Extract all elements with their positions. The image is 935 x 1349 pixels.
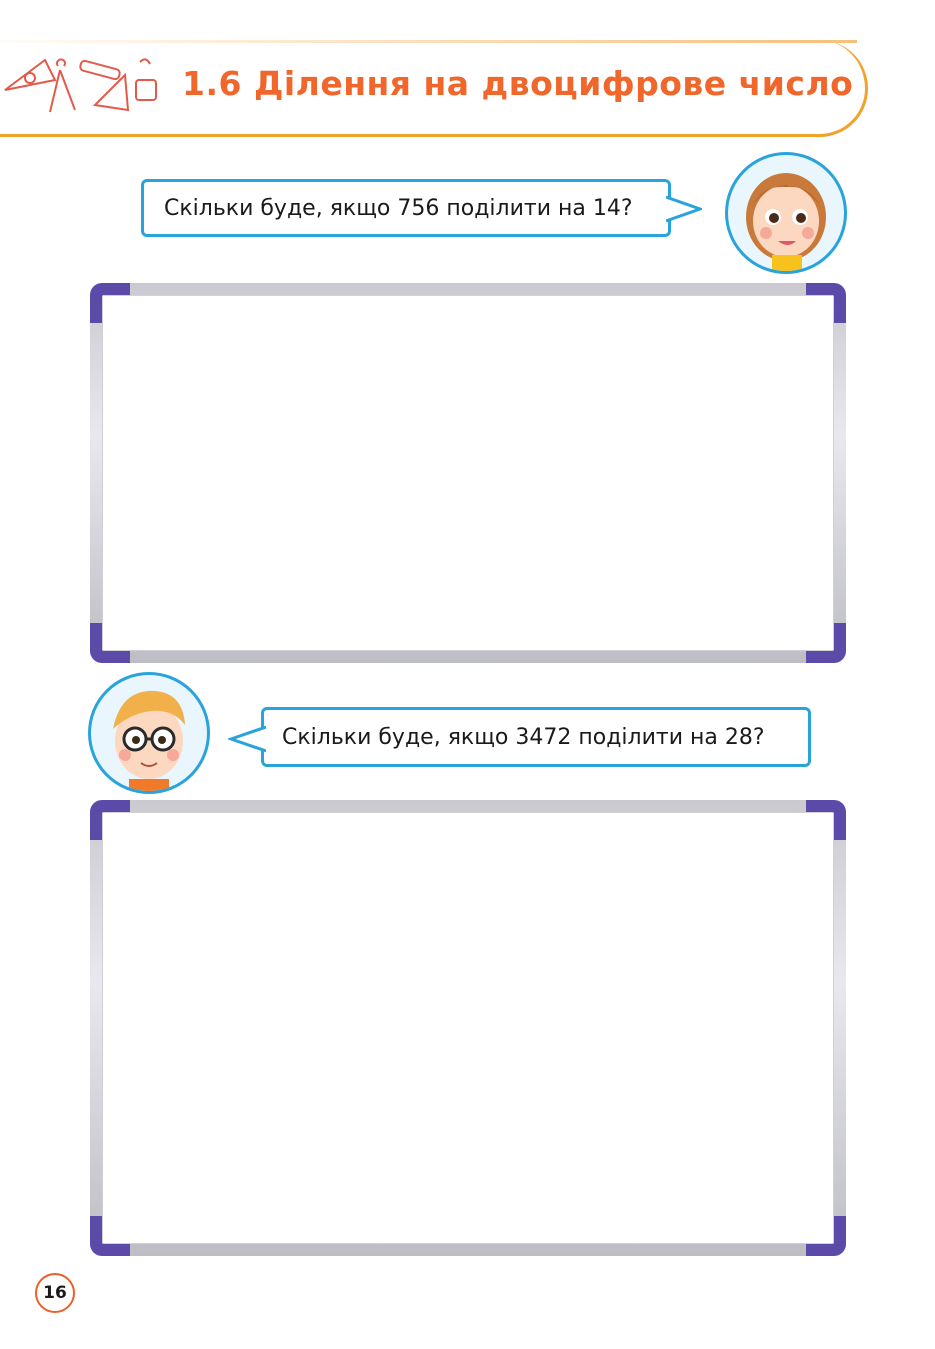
whiteboard-2 (90, 800, 846, 1256)
speech-tail-icon (228, 724, 266, 754)
girl-face-icon (728, 155, 844, 271)
boy-face-icon (91, 675, 207, 791)
speech-tail-icon (666, 194, 702, 224)
page-title: 1.6 Ділення на двоцифрове число (182, 64, 854, 103)
avatar-girl (725, 152, 847, 274)
avatar-boy (88, 672, 210, 794)
math-tools-icon (0, 50, 170, 130)
speech-bubble-1 (141, 179, 671, 237)
speech-bubble-2-text: Скільки буде, якщо 3472 поділити на 28? (282, 724, 765, 750)
speech-bubble-2 (261, 707, 811, 767)
speech-bubble-1-text: Скільки буде, якщо 756 поділити на 14? (164, 195, 633, 221)
whiteboard-1 (90, 283, 846, 663)
page-number: 16 (35, 1273, 75, 1313)
